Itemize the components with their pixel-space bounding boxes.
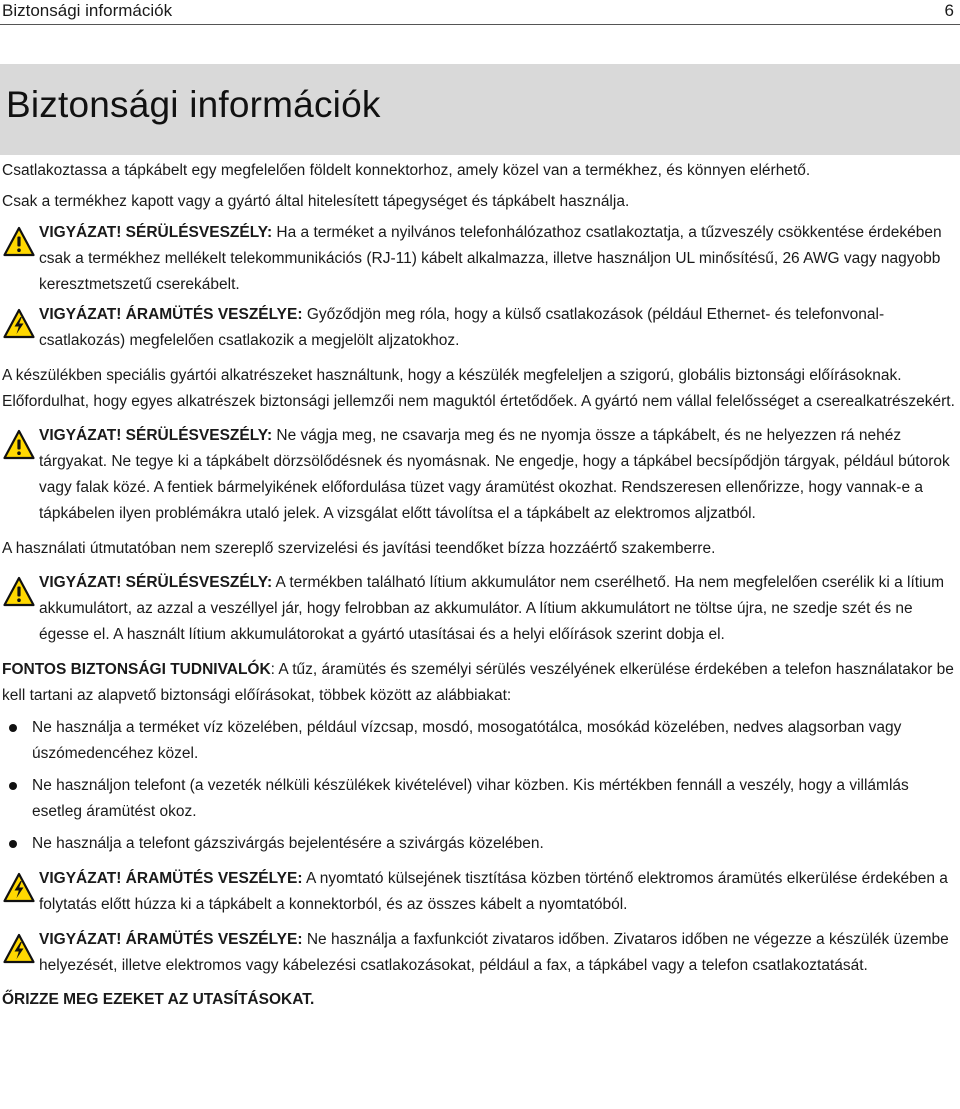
important-paragraph (0, 657, 958, 709)
caution-body: A termékben található lítium akkumulátor nem cserélhető. Ha nem megfelelően cserélik ki a lítium akkumulátort, az azzal a veszéllyel jár, hogy felrobban az akkumulátor. A lítium akkumulátort ne töltse újra, ne szedje szét és ne égesse el. A használt lítium akkumulátorokat a gyártó utasításai és a helyi előírások szerint dobja el. (39, 574, 945, 643)
closing-statement: ŐRIZZE MEG EZEKET AZ UTASÍTÁSOKAT. (2, 991, 315, 1008)
service-paragraph: A használati útmutatóban nem szereplő szervizelési és javítási teendőket bízza hozzáértő szakemberre. (2, 540, 716, 557)
bullet-icon (9, 840, 17, 848)
caution-body: Ne vágja meg, ne csavarja meg és ne nyomja össze a tápkábelt, és ne helyezzen rá nehéz tárgyakat. Ne tegye ki a tápkábelt dörzsölődésnek és nyomásnak. Ne engedje, hogy a tápkábel becsípődjön tárgyak, például bútorok vagy falak közé. A fentiek bármelyikének előfordulása tüzet vagy áramütést okozhat. Rendszeresen ellenőrizze, hogy vannak-e a tápkábelen ilyen problémákra utaló jelek. A vizsgálat előtt távolítsa el a tápkábelt az elektromos aljzatból. (39, 427, 950, 522)
caution-label: VIGYÁZAT! SÉRÜLÉSVESZÉLY: (39, 224, 273, 241)
page-number: 6 (944, 1, 954, 20)
caution-label: VIGYÁZAT! ÁRAMÜTÉS VESZÉLYE: (39, 870, 303, 887)
caution-text (39, 927, 958, 979)
caution-label: VIGYÁZAT! SÉRÜLÉSVESZÉLY: (39, 427, 273, 444)
injury-warning-icon (3, 226, 35, 258)
electric-shock-warning-icon (3, 872, 35, 904)
electric-shock-warning-icon (3, 933, 35, 965)
electric-shock-warning-icon (3, 308, 35, 340)
caution-body: Győződjön meg róla, hogy a külső csatlakozások (például Ethernet- és telefonvonal-csatlakozás) megfelelően csatlakozik a megjelölt aljzatokhoz. (39, 306, 885, 349)
caution-label: VIGYÁZAT! ÁRAMÜTÉS VESZÉLYE: (39, 931, 303, 948)
caution-block (0, 570, 958, 648)
list-item: Ne használjon telefont (a vezeték nélküli készülékek kivételével) vihar közben. Kis mértékben fennáll a veszély, hogy a villámlás esetleg áramütést okoz. (0, 773, 958, 825)
caution-block (0, 866, 958, 918)
bullet-icon (9, 724, 17, 732)
caution-block (0, 927, 958, 979)
caution-block (0, 423, 958, 527)
injury-warning-icon (3, 576, 35, 608)
caution-label: VIGYÁZAT! SÉRÜLÉSVESZÉLY: (39, 574, 273, 591)
page-title: Biztonsági információk (6, 84, 381, 125)
caution-text (39, 570, 958, 648)
caution-label: VIGYÁZAT! ÁRAMÜTÉS VESZÉLYE: (39, 306, 303, 323)
injury-warning-icon (3, 429, 35, 461)
important-text: : A tűz, áramütés és személyi sérülés veszélyének elkerülése érdekében a telefon használatakor be kell tartani az alapvető biztonsági előírásokat, többek között az alábbiakat: (2, 661, 954, 704)
caution-block (0, 302, 958, 354)
caution-body: A nyomtató külsejének tisztítása közben történő elektromos áramütés elkerülése érdekében a folytatás előtt húzza ki a tápkábelt a konnektorból, és az összes kábelt a nyomtatóból. (39, 870, 948, 913)
caution-block (0, 220, 958, 298)
caution-text (39, 220, 958, 298)
safety-list (0, 715, 958, 857)
intro-paragraph-2: Csak a termékhez kapott vagy a gyártó által hitelesített tápegységet és tápkábelt használja. (2, 193, 630, 210)
caution-text (39, 302, 958, 354)
caution-body: Ha a terméket a nyilvános telefonhálózathoz csatlakoztatja, a tűzveszély csökkentése érdekében csak a termékhez mellékelt telekommunikációs (RJ-11) kábelt alkalmazza, illetve használjon UL minősítésű, 26 AWG vagy nagyobb keresztmetszetű cserekábelt. (39, 224, 942, 293)
caution-body: Ne használja a faxfunkciót zivataros időben. Zivataros időben ne végezze a készülék üzembe helyezését, illetve elektromos vagy kábelezési csatlakozásokat, például a fax, a tápkábel vagy a telefon csatlakoztatását. (39, 931, 949, 974)
bullet-icon (9, 782, 17, 790)
title-band (0, 64, 960, 155)
intro-paragraph-1: Csatlakoztassa a tápkábelt egy megfelelően földelt konnektorhoz, amely közel van a termékhez, és könnyen elérhető. (2, 162, 811, 179)
important-label: FONTOS BIZTONSÁGI TUDNIVALÓK (2, 661, 271, 678)
caution-text (39, 866, 958, 918)
running-header (0, 0, 960, 25)
running-header-title: Biztonsági információk (2, 1, 173, 20)
special-parts-paragraph: A készülékben speciális gyártói alkatrészeket használtunk, hogy a készülék megfeleljen a szigorú, globális biztonsági előírásoknak. Előfordulhat, hogy egyes alkatrészek biztonsági jellemzői nem maguktól értetődőek. A gyártó nem vállal felelősséget a cserealkatrészekért. (2, 367, 955, 410)
document-body (0, 154, 958, 1013)
caution-text (39, 423, 958, 527)
list-item: Ne használja a telefont gázszivárgás bejelentésére a szivárgás közelében. (0, 831, 958, 857)
list-item: Ne használja a terméket víz közelében, például vízcsap, mosdó, mosogatótálca, mosókád közelében, nedves alagsorban vagy úszómedencéhez közel. (0, 715, 958, 767)
